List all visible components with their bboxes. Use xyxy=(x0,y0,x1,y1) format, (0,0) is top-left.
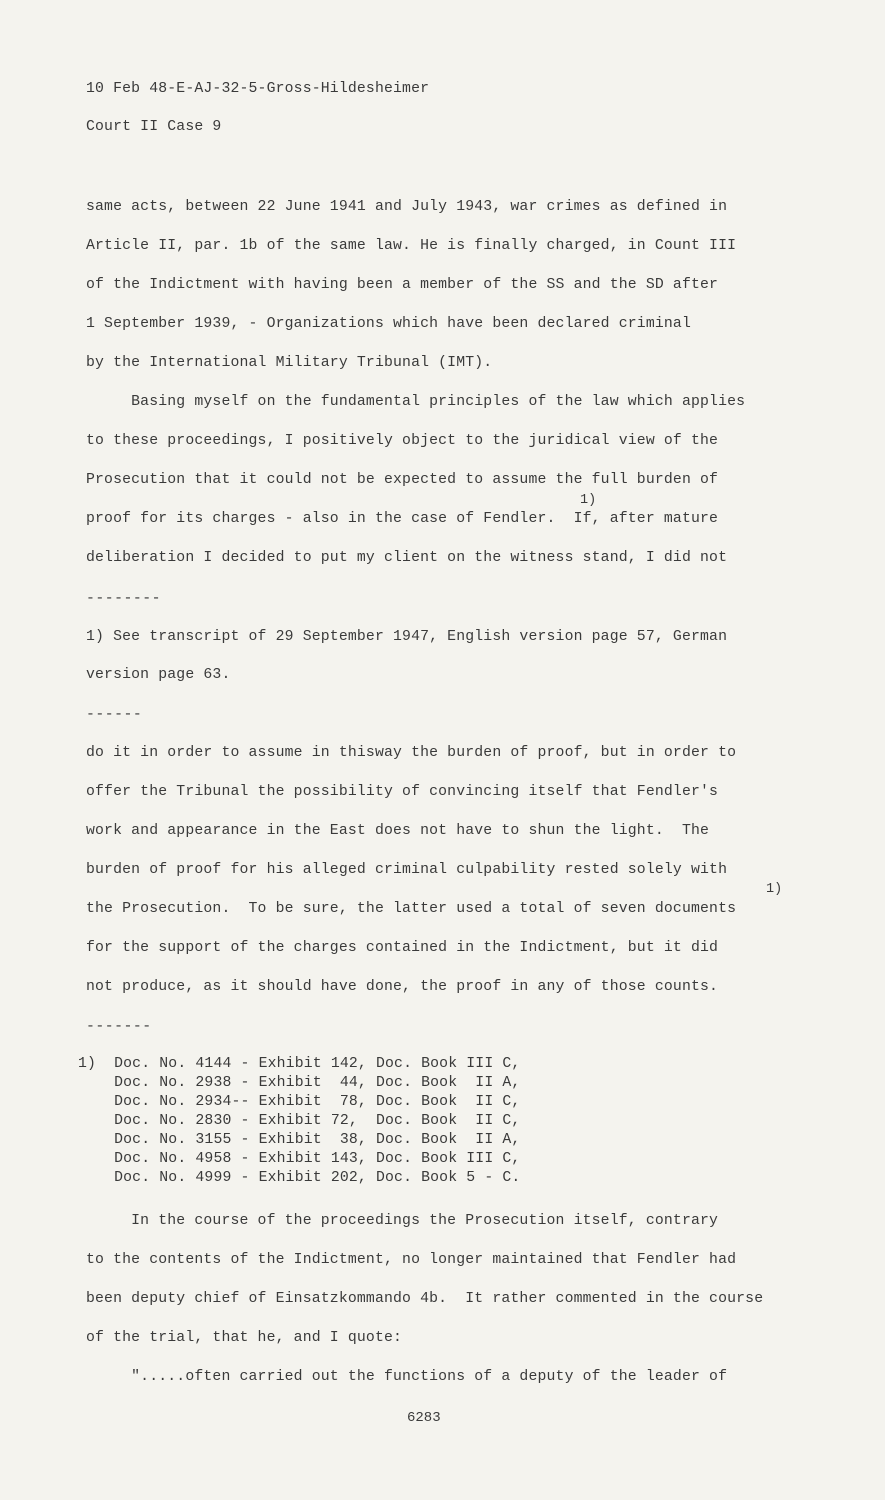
page-number: 6283 xyxy=(407,1410,441,1426)
body-line: proof for its charges - also in the case of Fendler. If, after mature xyxy=(86,511,719,527)
header-line-1: 10 Feb 48-E-AJ-32-5-Gross-Hildesheimer xyxy=(86,81,430,97)
document-list-line: Doc. No. 2934-- Exhibit 78, Doc. Book II C, xyxy=(78,1094,521,1110)
body-line: for the support of the charges contained in the Indictment, but it did xyxy=(86,940,719,956)
body-line: same acts, between 22 June 1941 and July 1943, war crimes as defined in xyxy=(86,199,728,215)
body-line: work and appearance in the East does not have to shun the light. The xyxy=(86,823,710,839)
body-line: Article II, par. 1b of the same law. He is finally charged, in Count III xyxy=(86,238,737,254)
header-line-2: Court II Case 9 xyxy=(86,119,222,135)
document-list-line: Doc. No. 3155 - Exhibit 38, Doc. Book II A, xyxy=(78,1132,521,1148)
body-line: deliberation I decided to put my client on the witness stand, I did not xyxy=(86,550,728,566)
footnote-separator: -------- xyxy=(86,591,162,607)
body-line: Prosecution that it could not be expected to assume the full burden of xyxy=(86,472,719,488)
footnote-separator: ------ xyxy=(86,707,143,723)
body-line: by the International Military Tribunal (IMT). xyxy=(86,355,493,371)
body-line: 1 September 1939, - Organizations which have been declared criminal xyxy=(86,316,691,332)
body-line: of the Indictment with having been a member of the SS and the SD after xyxy=(86,277,719,293)
document-list-line: Doc. No. 4958 - Exhibit 143, Doc. Book III C, xyxy=(78,1151,521,1167)
body-line: to the contents of the Indictment, no longer maintained that Fendler had xyxy=(86,1252,737,1268)
body-line: offer the Tribunal the possibility of convincing itself that Fendler's xyxy=(86,784,719,800)
footnote-marker: 1) xyxy=(766,882,783,897)
footnote-line: 1) See transcript of 29 September 1947, English version page 57, German xyxy=(86,629,728,645)
body-line: not produce, as it should have done, the proof in any of those counts. xyxy=(86,979,719,995)
body-line: do it in order to assume in thisway the burden of proof, but in order to xyxy=(86,745,737,761)
document-list-line: Doc. No. 2830 - Exhibit 72, Doc. Book II C, xyxy=(78,1113,521,1129)
footnote-line: version page 63. xyxy=(86,667,231,683)
body-line: of the trial, that he, and I quote: xyxy=(86,1330,403,1346)
body-line: burden of proof for his alleged criminal culpability rested solely with xyxy=(86,862,728,878)
body-line: ".....often carried out the functions of a deputy of the leader of xyxy=(86,1369,728,1385)
body-line: the Prosecution. To be sure, the latter used a total of seven documents xyxy=(86,901,737,917)
body-line: to these proceedings, I positively object to the juridical view of the xyxy=(86,433,719,449)
document-list-line: 1) Doc. No. 4144 - Exhibit 142, Doc. Book III C, xyxy=(78,1056,521,1072)
body-line: been deputy chief of Einsatzkommando 4b. It rather commented in the course xyxy=(86,1291,764,1307)
document-list-line: Doc. No. 2938 - Exhibit 44, Doc. Book II A, xyxy=(78,1075,521,1091)
body-line: In the course of the proceedings the Prosecution itself, contrary xyxy=(86,1213,719,1229)
body-line: Basing myself on the fundamental principles of the law which applies xyxy=(86,394,746,410)
document-list-line: Doc. No. 4999 - Exhibit 202, Doc. Book 5 - C. xyxy=(78,1170,521,1186)
footnote-marker: 1) xyxy=(580,493,597,508)
footnote-separator: ------- xyxy=(86,1019,152,1035)
